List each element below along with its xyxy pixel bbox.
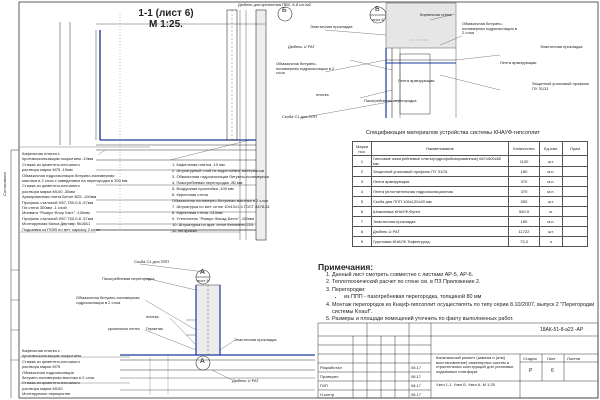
spec-cell bbox=[563, 217, 588, 227]
callout-b-detail-letter: Б bbox=[375, 6, 380, 13]
detail-a-label: Обмазочная битумно-полимерная гидроизоляция в 2 слоя bbox=[76, 295, 140, 305]
spec-cell: 6 bbox=[353, 207, 372, 217]
detail-b-label: Дюбель U PAT bbox=[288, 44, 315, 49]
spec-cell: м.п. bbox=[540, 217, 563, 227]
layer-text: противоскользящим покрытием bbox=[22, 353, 81, 359]
spec-cell: Скоба для ППП 100х120х20 мм bbox=[372, 197, 509, 207]
spec-cell: Защитный уголковый профиль ПУ 31/31 bbox=[372, 167, 509, 177]
layer-text: раствора марки М75 bbox=[22, 364, 61, 370]
spec-cell: шт. bbox=[540, 156, 563, 167]
layer-text: 1. Кафельная плитка -10 мм bbox=[172, 162, 225, 167]
callout-a-bottom-letter: A bbox=[200, 358, 205, 365]
layer-text: Пл.стена 300мм -1 слой bbox=[22, 205, 67, 211]
note-item: 2. Теплотехнический расчет по стене см. в ПЗ Приложение 2. bbox=[332, 279, 598, 286]
spec-cell: м.п. bbox=[540, 187, 563, 197]
spec-cell: м.п. bbox=[540, 177, 563, 187]
spec-table bbox=[352, 141, 588, 247]
callout-a-sheet: лист 6 bbox=[197, 278, 209, 283]
spec-cell: Эластичная прокладка bbox=[372, 217, 509, 227]
notes-title: Примечания: bbox=[318, 262, 374, 272]
spec-cell: Грунтовка КНАУФ-Тифенгрунд bbox=[372, 237, 509, 247]
layer-text: Армированная плита Бетон В25 -100мм bbox=[22, 194, 97, 200]
stamp-stage: Р bbox=[529, 368, 533, 374]
top-leader-label: Дюбель для крепления ПВХ, 6-8 шт./м2 bbox=[238, 2, 312, 7]
spec-cell: 180 bbox=[509, 217, 540, 227]
layer-text: Обмазочная полимерно-битумная мастика в 2 слоя bbox=[172, 198, 269, 203]
spec-cell: шт. bbox=[540, 227, 563, 237]
detail-a-label: кромочная лента bbox=[108, 326, 140, 331]
detail-b-label: Обмазочная битумно-полимерная гидроизоляция в 2 слоя bbox=[462, 21, 517, 35]
detail-b-label: Пазогребневая перегородка bbox=[364, 98, 417, 103]
spec-col-unit: Ед.изм. bbox=[540, 142, 563, 156]
spec-cell: 8 bbox=[353, 227, 372, 237]
callout-a-letter: A bbox=[200, 269, 205, 276]
detail-b-label: Лента армирующая bbox=[398, 78, 435, 83]
detail-a-label: Герметик bbox=[146, 326, 164, 331]
spec-cell bbox=[563, 156, 588, 167]
stamp-sheet: 6 bbox=[551, 368, 554, 374]
stamp-col-stage: Стадия bbox=[523, 356, 537, 361]
detail-b-label: плитка bbox=[316, 92, 329, 97]
spec-cell: 73.3 bbox=[509, 237, 540, 247]
section-title-line2: M 1:25. bbox=[149, 19, 183, 30]
layer-text: Обмазочная гидроизоляция битумно-полимерная bbox=[22, 172, 115, 178]
spec-cell bbox=[563, 187, 588, 197]
spec-cell: Шпаклевка КНАУФ-Фуген bbox=[372, 207, 509, 217]
table-row bbox=[353, 197, 588, 207]
spec-cell: л bbox=[540, 237, 563, 247]
spec-cell bbox=[563, 177, 588, 187]
spec-title: Спецификация материалов устройства системы КНАУФ-гипсоплит bbox=[366, 130, 541, 136]
spec-cell: Лента уплотнительная гидроизоляционная bbox=[372, 187, 509, 197]
spec-cell: Лента армирующая bbox=[372, 177, 509, 187]
spec-cell: 370 bbox=[509, 177, 540, 187]
spec-cell: 1100 bbox=[509, 156, 540, 167]
detail-b-label: Скоба С1 для ППП bbox=[282, 114, 318, 119]
table-row bbox=[353, 207, 588, 217]
layer-text: Монтируемое перекрытие bbox=[22, 391, 71, 397]
spec-cell: 5 bbox=[353, 197, 372, 207]
layer-text: Минвата "Роквул Флор Батт" -100мм bbox=[22, 210, 90, 216]
spec-cell: 180 bbox=[509, 167, 540, 177]
stamp-role: Проверил bbox=[320, 374, 339, 379]
spec-header-row bbox=[353, 142, 588, 156]
layer-text: раствора марки М75 -10мм bbox=[22, 167, 73, 173]
layer-text: 10. Штукатурка по арм. сетке Кematerm 225 bbox=[172, 222, 254, 227]
spec-col-qty: Количество bbox=[509, 142, 540, 156]
spec-cell: 550 bbox=[509, 197, 540, 207]
table-row bbox=[353, 167, 588, 177]
layer-text: Стяжка из цементно-песчаного bbox=[22, 183, 80, 189]
spec-cell: 1 bbox=[353, 156, 372, 167]
spec-col-note: Прим bbox=[563, 142, 588, 156]
spec-cell bbox=[563, 207, 588, 217]
table-row bbox=[353, 177, 588, 187]
stamp-role: Н.контр. bbox=[320, 392, 336, 397]
spec-cell: кг bbox=[540, 207, 563, 217]
notes-list bbox=[318, 272, 598, 324]
layer-text: Профиль стальной Н57-750-0,8 -57мм bbox=[22, 215, 94, 221]
table-row bbox=[353, 187, 588, 197]
stamp-col-sheet: Лист bbox=[547, 356, 556, 361]
spec-cell: 370 bbox=[509, 187, 540, 197]
detail-b-label: Кирпичная стена bbox=[420, 12, 452, 17]
stamp-role: Разработал bbox=[320, 365, 342, 370]
spec-cell bbox=[563, 197, 588, 207]
detail-a-label: плитка bbox=[146, 314, 159, 319]
spec-col-name: Наименование bbox=[372, 142, 509, 156]
layer-text: Кафельная плитка с bbox=[22, 348, 60, 353]
layer-text: Профиль стальной Н57-750-0,8 -57мм bbox=[22, 199, 94, 205]
layer-text: Обмазочная гидроизоляция bbox=[22, 369, 74, 375]
layer-text: 8. Кирпичная стена -510мм bbox=[172, 210, 223, 215]
callout-b-letter: Б bbox=[282, 7, 287, 14]
note-item: 5. Размеры и площади помещений уточнить по факту выполненных работ. bbox=[332, 316, 598, 323]
spec-cell: 3 bbox=[353, 177, 372, 187]
layer-text: 6. Кирпичная стена bbox=[172, 192, 208, 197]
spec-cell: м.п. bbox=[540, 167, 563, 177]
notes bbox=[318, 262, 598, 324]
note-item bbox=[332, 287, 598, 302]
note-item: 1. Данный лист смотреть совместно с листами АР-5, АР-6. bbox=[332, 272, 598, 279]
spec-cell: 4 bbox=[353, 187, 372, 197]
project-description: Капитальный ремонт (замена и (или) восстановление) инженерных систем и строительных конструкций для установки подъемных платформ bbox=[436, 355, 514, 374]
layer-text: Стяжка из цементно-песчаного bbox=[22, 161, 80, 167]
spec-cell: Гипсовые пазогребневые плиты(гидрофобизированные) 667х500х80 мм bbox=[372, 156, 509, 167]
layer-text: 4. Пазогребневая перегородка -80 мм bbox=[172, 180, 243, 185]
drawing-code: 18АК-51-8-а23 -АР bbox=[540, 327, 584, 333]
detail-a bbox=[120, 285, 315, 390]
layer-text: Стяжка из цементно-песчаного bbox=[22, 358, 80, 364]
section-title bbox=[116, 8, 216, 30]
detail-b-label: Защитный уголковый профиль ПУ 31/31 bbox=[532, 81, 590, 91]
spec-col-pos: Марка поз. bbox=[353, 142, 372, 156]
spec-cell: шт. bbox=[540, 197, 563, 207]
layer-text: Стяжка из цементно-песчаного bbox=[22, 380, 80, 386]
spec-cell bbox=[563, 227, 588, 237]
layer-text: 7. Штукатурка по мет. сетке 10х10х1,4 ГОСТ 8478-81 bbox=[172, 204, 270, 209]
detail-b-label: Эластичная прокладка bbox=[310, 24, 353, 29]
layer-text: 9. Утеплитель "Роквул-Фасад Баттс" -100мм bbox=[172, 216, 254, 221]
spec-cell: 11722 bbox=[509, 227, 540, 237]
note-bullet: • из ППП - пазогребневая перегородка, толщиной 80 мм bbox=[344, 294, 598, 301]
spec-cell: 9 bbox=[353, 237, 372, 247]
detail-a-label: Дюбель U PAT bbox=[232, 378, 259, 383]
note-bullets bbox=[332, 294, 598, 301]
layer-text: 11. Вл.краска bbox=[172, 228, 197, 233]
margin-label: Согласовано bbox=[2, 171, 7, 196]
table-row bbox=[353, 237, 588, 247]
spec-cell bbox=[563, 167, 588, 177]
layer-text: битумно-полимерная мастика в 2 слоя bbox=[22, 375, 95, 381]
layer-text: Монтируемая балка Двутавр №16Б1 bbox=[22, 221, 91, 227]
detail-a-label: Пазогребневая перегородка bbox=[102, 276, 155, 281]
callout-b-sheet: лист 6 bbox=[372, 17, 384, 22]
layer-text: раствора марки М100 bbox=[22, 385, 63, 391]
stamp-date: 08.17 bbox=[411, 374, 422, 379]
spec-cell: Дюбель U PAT bbox=[372, 227, 509, 237]
layer-text: мастика в 2 слоя с заведением на перегородки в 300 мм bbox=[22, 178, 128, 184]
detail-b-label: Лента армирующая bbox=[500, 60, 537, 65]
detail-b-label: Обмазочная битумно-полимерная гидроизоляция в 2 слоя bbox=[276, 61, 335, 75]
section-title-line1: 1-1 (лист 6) bbox=[138, 8, 194, 19]
stamp-date: 08.17 bbox=[411, 383, 422, 388]
layer-text: 2. Штукатурный слой из водостойких материалов bbox=[172, 168, 265, 173]
wall-layers bbox=[172, 162, 292, 234]
left-layers bbox=[22, 151, 167, 232]
table-row bbox=[353, 156, 588, 167]
detail-a-label: Скоба С1 для ППП bbox=[134, 259, 170, 264]
note-text: Перегородки: bbox=[332, 286, 366, 293]
spec-cell bbox=[563, 237, 588, 247]
stamp-date: 08.17 bbox=[411, 392, 422, 397]
layer-text: 5. Воздушная прослойка -100 мм bbox=[172, 186, 234, 191]
layer-text: противоскользящим покрытием -10мм bbox=[22, 156, 94, 162]
spec-cell: 549.9 bbox=[509, 207, 540, 217]
table-row bbox=[353, 227, 588, 237]
stamp-detail-text: Узел 1-1. Узел Б. Узел А. М 1:25 bbox=[436, 382, 495, 387]
note-item: 4. Монтаж перегородок из Кнауф-гипсоплит осуществлять по типу серии 8.10/2007, выпуск 2 "Перегородки системы Knauf". bbox=[332, 302, 598, 317]
detail-b-label: Эластичная прокладка bbox=[540, 44, 583, 49]
layer-text: Кафельная плитка с bbox=[22, 151, 60, 156]
callout-b bbox=[278, 7, 386, 23]
stamp-date: 08.17 bbox=[411, 365, 422, 370]
layer-text: раствора марки М100 -30мм bbox=[22, 188, 75, 194]
spec-cell: 2 bbox=[353, 167, 372, 177]
layer-text: 3. Обмазочная гидроизоляция битумно-полимерная bbox=[172, 174, 269, 179]
floor-layers bbox=[22, 348, 142, 397]
spec-cell: 7 bbox=[353, 217, 372, 227]
stamp-col-sheets: Листов bbox=[567, 356, 580, 361]
layer-text: Подшивка из ГКЛВ по мет. каркасу 2 слоя bbox=[22, 226, 100, 232]
table-row bbox=[353, 217, 588, 227]
detail-a-label: Эластичная прокладка bbox=[234, 337, 277, 342]
stamp-role: ГИП bbox=[320, 383, 328, 388]
